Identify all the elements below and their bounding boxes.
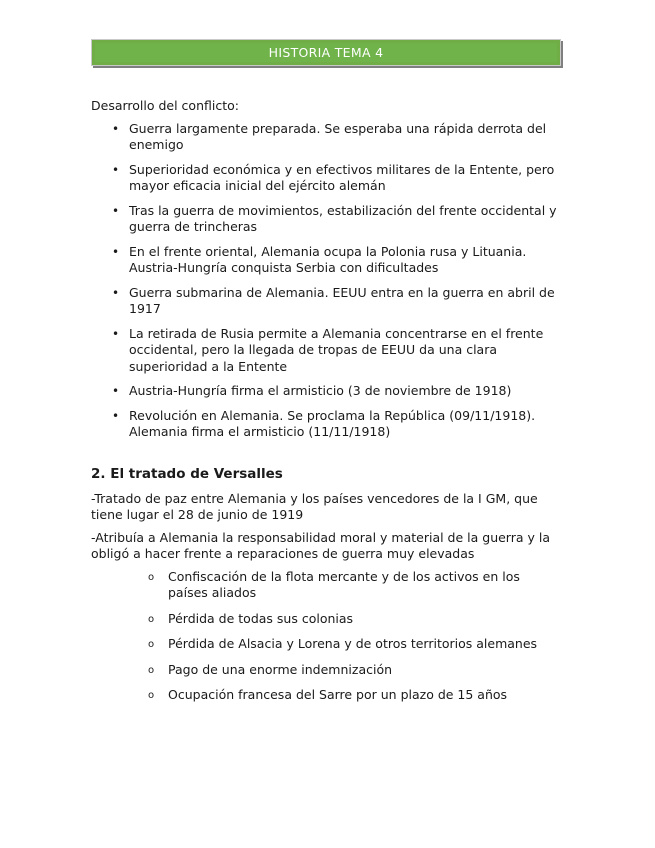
bullet-icon: •	[112, 244, 120, 259]
list-item	[91, 611, 538, 628]
document-body	[91, 98, 571, 713]
bullet-icon: •	[112, 121, 120, 136]
bullet-icon: •	[112, 285, 120, 300]
list-item-text: Pago de una enorme indemnización	[168, 661, 393, 677]
list-item	[91, 383, 569, 400]
circle-bullet-icon: o	[148, 571, 155, 583]
circle-bullet-icon: o	[148, 639, 155, 650]
circle-bullet-icon: o	[148, 613, 155, 625]
conflict-list	[91, 121, 571, 441]
circle-bullet-icon: o	[148, 690, 155, 701]
bullet-icon: •	[112, 203, 120, 218]
section1-intro: Desarrollo del conflicto:	[91, 98, 239, 113]
list-item	[91, 285, 569, 318]
list-item	[91, 636, 538, 653]
section2-heading: 2. El tratado de Versalles	[91, 465, 283, 482]
treaty-terms-list	[91, 569, 571, 704]
section2-paragraph-1: -Tratado de paz entre Alemania y los países vencedores de la I GM, que tiene lugar el 28 de junio de 1919	[91, 490, 538, 522]
bullet-icon: •	[112, 162, 120, 177]
list-item-text: Revolución en Alemania. Se proclama la República (09/11/1918). Alemania firma el armisticio (11/11/1918)	[129, 407, 536, 439]
list-item-text: Austria-Hungría firma el armisticio (3 de noviembre de 1918)	[129, 383, 512, 398]
list-item-text: Superioridad económica y en efectivos militares de la Entente, pero mayor eficacia inicial del ejército alemán	[129, 161, 555, 193]
list-item	[91, 203, 569, 236]
list-item	[91, 662, 538, 679]
list-item-text: Guerra submarina de Alemania. EEUU entra en la guerra en abril de 1917	[129, 284, 555, 316]
list-item	[91, 244, 569, 277]
list-item-text: Pérdida de todas sus colonias	[168, 610, 354, 626]
list-item	[91, 162, 569, 195]
list-item	[91, 687, 538, 704]
header-title: HISTORIA TEMA 4	[95, 43, 557, 62]
list-item	[91, 569, 538, 602]
list-item	[91, 326, 569, 376]
list-item-text: La retirada de Rusia permite a Alemania concentrarse en el frente occidental, pero la llegada de tropas de EEUU da una clara superioridad a la Entente	[129, 325, 544, 374]
list-item-text: En el frente oriental, Alemania ocupa la Polonia rusa y Lituania. Austria-Hungría conquista Serbia con dificultades	[129, 243, 527, 275]
list-item	[91, 408, 569, 441]
bullet-icon: •	[112, 408, 120, 423]
bullet-icon: •	[112, 384, 120, 398]
list-item-text: Guerra largamente preparada. Se esperaba una rápida derrota del enemigo	[129, 120, 547, 152]
list-item-text: Tras la guerra de movimientos, estabilización del frente occidental y guerra de trincheras	[129, 202, 557, 234]
page-header	[91, 39, 561, 66]
bullet-icon: •	[112, 326, 120, 341]
section2-paragraph-2: -Atribuía a Alemania la responsabilidad moral y material de la guerra y la obligó a hacer frente a reparaciones de guerra muy elevadas	[91, 529, 550, 561]
list-item-text: Pérdida de Alsacia y Lorena y de otros territorios alemanes	[168, 636, 538, 651]
list-item-text: Ocupación francesa del Sarre por un plazo de 15 años	[168, 687, 508, 702]
circle-bullet-icon: o	[148, 664, 155, 676]
list-item	[91, 121, 569, 154]
list-item-text: Confiscación de la flota mercante y de los activos en los países aliados	[168, 568, 520, 600]
